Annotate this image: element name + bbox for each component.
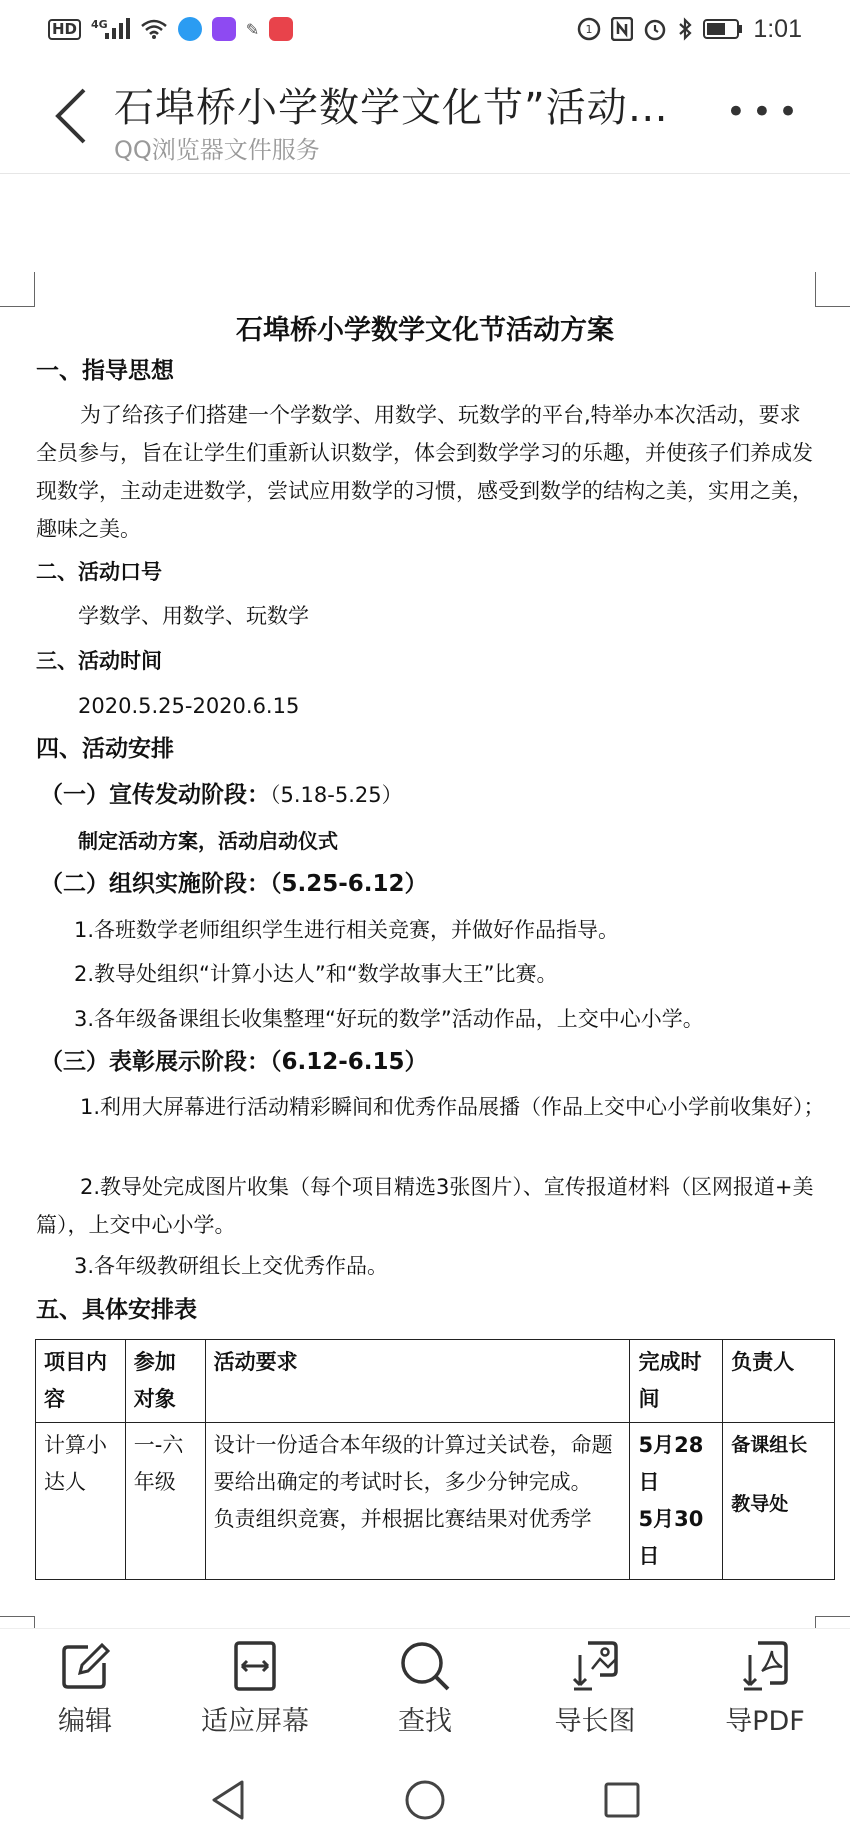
find-button[interactable]: [350, 1639, 500, 1738]
column-header: 项目内容: [36, 1340, 126, 1423]
svg-text:1: 1: [585, 23, 593, 36]
phase-heading: （二）组织实施阶段：（5.25-6.12）: [40, 871, 428, 897]
page-subtitle: QQ浏览器文件服务: [114, 136, 320, 164]
nav-back-icon[interactable]: [208, 1778, 248, 1822]
video-app-icon: [212, 17, 236, 41]
export-long-image-button[interactable]: [520, 1639, 670, 1738]
page-title: 石埠桥小学数学文化节”活动…: [114, 85, 669, 131]
signal-icon: [91, 18, 130, 40]
edit-label: 编辑: [58, 1706, 112, 1737]
export-pdf-button[interactable]: [690, 1639, 840, 1738]
table-cell: [630, 1423, 723, 1580]
requirement-text: 负责组织竞赛，并根据比赛结果对优秀学: [213, 1507, 592, 1531]
wifi-icon: [140, 18, 168, 40]
qq-browser-app-icon: [178, 17, 202, 41]
more-menu-icon[interactable]: •••: [725, 92, 804, 132]
table-cell: [723, 1423, 835, 1580]
edit-icon: [58, 1639, 112, 1693]
table-cell: 一-六年级: [125, 1423, 205, 1580]
bluetooth-icon: [677, 17, 693, 41]
document-viewer[interactable]: [0, 174, 850, 1629]
table-header-row: [36, 1340, 835, 1423]
data-saver-icon: [577, 17, 601, 41]
column-header: 活动要求: [205, 1340, 630, 1423]
list-item: 3.各年级备课组长收集整理“好玩的数学”活动作品，上交中心小学。: [74, 1007, 704, 1031]
fit-screen-label: 适应屏幕: [201, 1706, 309, 1737]
paragraph: 为了给孩子们搭建一个学数学、用数学、玩数学的平台,特举办本次活动，要求全员参与，旨在让学生们重新认识数学，体会到数学学习的乐趣，并使孩子们养成发现数学，主动走进数学，尝试应用数学的习惯，感受到数学的结构之美，实用之美，趣味之美。: [36, 403, 813, 541]
page-corner-mark: [815, 272, 850, 307]
network-type: 4G: [91, 17, 108, 31]
page-corner-mark: [0, 272, 35, 307]
browser-header: [0, 58, 850, 174]
list-item: 3.各年级教研组长上交优秀作品。: [74, 1254, 389, 1278]
column-header: 负责人: [723, 1340, 835, 1423]
table-cell: 计算小达人: [36, 1423, 126, 1580]
edit-button[interactable]: [10, 1639, 160, 1738]
phase-heading: （三）表彰展示阶段：（6.12-6.15）: [40, 1049, 428, 1075]
battery-icon: [703, 18, 743, 40]
fit-screen-icon: [228, 1639, 282, 1693]
hd-icon: HD: [48, 19, 81, 40]
document-title: 石埠桥小学数学文化节活动方案: [236, 315, 614, 346]
system-nav-bar: [0, 1758, 850, 1841]
fit-screen-button[interactable]: [180, 1639, 330, 1738]
section-heading: 三、活动时间: [36, 649, 162, 673]
bottom-toolbar: [0, 1628, 850, 1758]
find-label: 查找: [398, 1706, 452, 1737]
column-header: 完成时间: [630, 1340, 723, 1423]
nav-recents-icon[interactable]: [602, 1780, 642, 1820]
owner-text: 教导处: [731, 1493, 789, 1515]
status-bar: [0, 0, 850, 58]
column-header: 参加对象: [125, 1340, 205, 1423]
list-item: 2.教导处完成图片收集（每个项目精选3张图片）、宣传报道材料（区网报道+美篇），上交中心小学。: [36, 1175, 814, 1237]
clock: 1:01: [753, 14, 802, 43]
alarm-icon: [643, 17, 667, 41]
nav-home-icon[interactable]: [403, 1778, 447, 1822]
nfc-icon: [611, 17, 633, 41]
pdf-icon: [738, 1639, 792, 1693]
long-image-label: 导长图: [554, 1706, 636, 1737]
paragraph: 制定活动方案，活动启动仪式: [78, 829, 338, 853]
deadline-text: 5月30日: [638, 1507, 704, 1568]
section-heading: 四、活动安排: [36, 736, 174, 762]
pdf-label: 导PDF: [725, 1706, 805, 1737]
paragraph: 学数学、用数学、玩数学: [78, 604, 309, 628]
phase-heading: [40, 776, 820, 814]
table-row: [36, 1423, 835, 1580]
owner-text: 备课组长: [731, 1434, 808, 1456]
list-item: 2.教导处组织“计算小达人”和“数学故事大王”比赛。: [74, 962, 558, 986]
paragraph: 2020.5.25-2020.6.15: [78, 694, 300, 718]
phase-title: （一）宣传发动阶段：: [40, 782, 270, 808]
requirement-text: 设计一份适合本年级的计算过关试卷，命题要给出确定的考试时长，多少分钟完成。: [213, 1433, 613, 1494]
long-image-icon: [568, 1639, 622, 1693]
back-icon[interactable]: [50, 86, 90, 146]
list-item: 1.各班数学老师组织学生进行相关竞赛，并做好作品指导。: [74, 918, 620, 942]
list-item: 1.利用大屏幕进行活动精彩瞬间和优秀作品展播（作品上交中心小学前收集好）；: [80, 1095, 825, 1119]
search-icon: [398, 1639, 452, 1693]
section-heading: 一、指导思想: [36, 358, 174, 384]
xuexi-app-icon: ✎: [245, 19, 260, 39]
section-heading: 五、具体安排表: [36, 1297, 197, 1323]
table-cell: [205, 1423, 630, 1580]
phase-dates: （5.18-5.25）: [270, 783, 403, 807]
reader-app-icon: [269, 17, 293, 41]
section-heading: 二、活动口号: [36, 560, 162, 584]
schedule-table: [35, 1339, 835, 1580]
deadline-text: 5月28日: [638, 1433, 704, 1494]
